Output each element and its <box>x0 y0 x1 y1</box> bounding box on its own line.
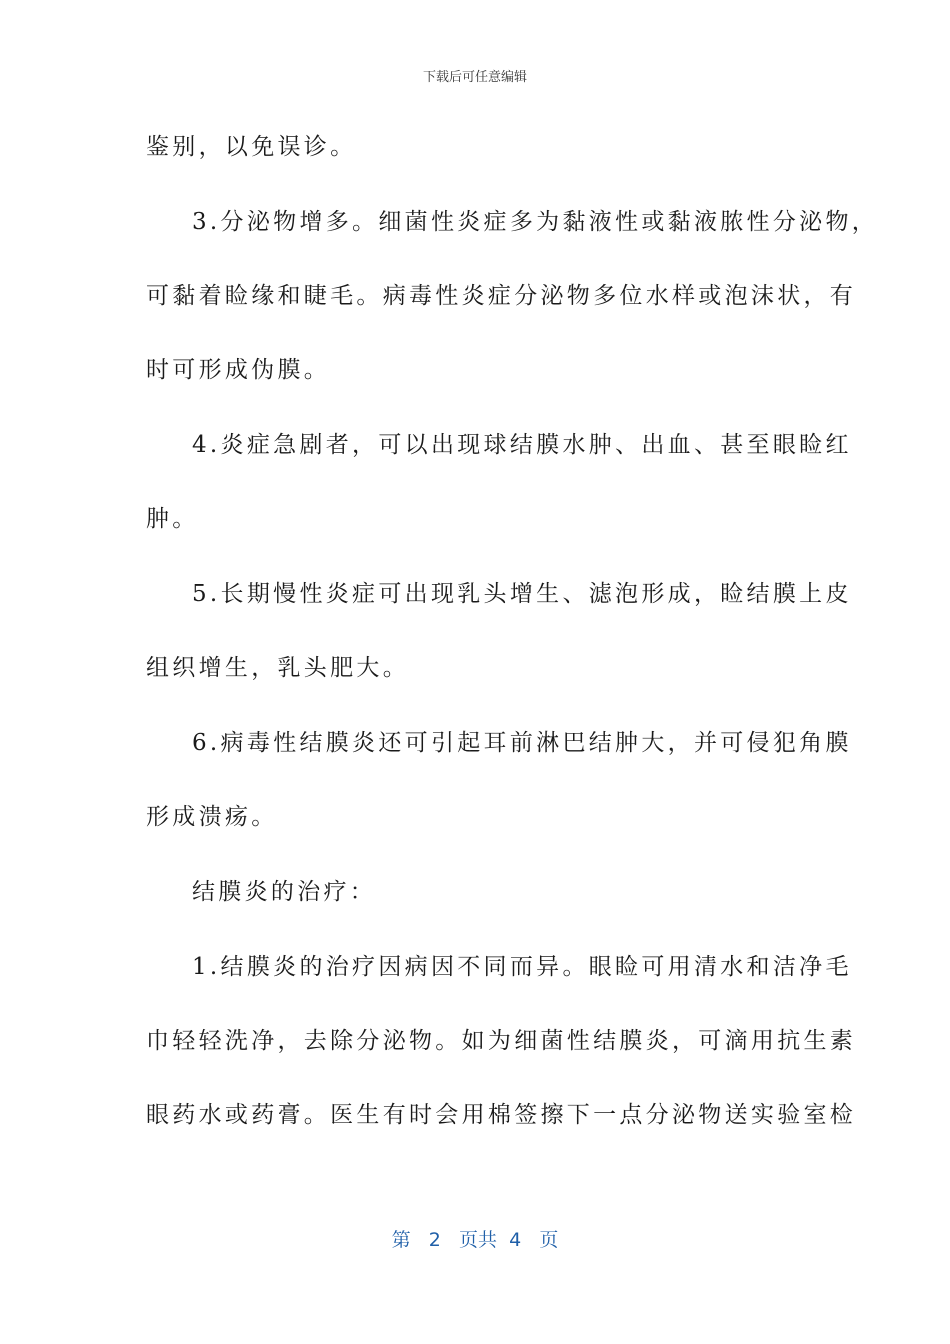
footer-prefix: 第 <box>391 1229 411 1251</box>
total-pages-number: 4 <box>509 1229 522 1251</box>
paragraph-line: 肿。 <box>146 506 199 532</box>
paragraph-line: 组织增生，乳头肥大。 <box>146 655 409 681</box>
paragraph-line: 1.结膜炎的治疗因病因不同而异。眼睑可用清水和洁净毛 <box>192 954 852 980</box>
paragraph-line: 6.病毒性结膜炎还可引起耳前淋巴结肿大，并可侵犯角膜 <box>192 730 852 756</box>
page-header: 下载后可任意编辑 <box>422 70 527 85</box>
paragraph-line: 4.炎症急剧者，可以出现球结膜水肿、出血、甚至眼睑红 <box>192 432 852 458</box>
paragraph-line: 眼药水或药膏。医生有时会用棉签擦下一点分泌物送实验室检 <box>146 1102 857 1128</box>
paragraph-line: 5.长期慢性炎症可出现乳头增生、滤泡形成，睑结膜上皮 <box>192 581 852 607</box>
paragraph-line: 巾轻轻洗净，去除分泌物。如为细菌性结膜炎，可滴用抗生素 <box>146 1028 857 1054</box>
footer-suffix: 页 <box>539 1229 559 1251</box>
paragraph-line: 3.分泌物增多。细菌性炎症多为黏液性或黏液脓性分泌物， <box>192 209 879 235</box>
paragraph-line: 时可形成伪膜。 <box>146 357 331 383</box>
paragraph-line: 鉴别，以免误诊。 <box>146 134 357 160</box>
current-page-number: 2 <box>428 1229 441 1251</box>
page-footer <box>0 1225 950 1252</box>
section-heading: 结膜炎的治疗： <box>192 879 377 905</box>
paragraph-line: 形成溃疡。 <box>146 804 278 830</box>
paragraph-line: 可黏着睑缘和睫毛。病毒性炎症分泌物多位水样或泡沫状，有 <box>146 283 857 309</box>
footer-middle: 页共 <box>459 1229 498 1251</box>
